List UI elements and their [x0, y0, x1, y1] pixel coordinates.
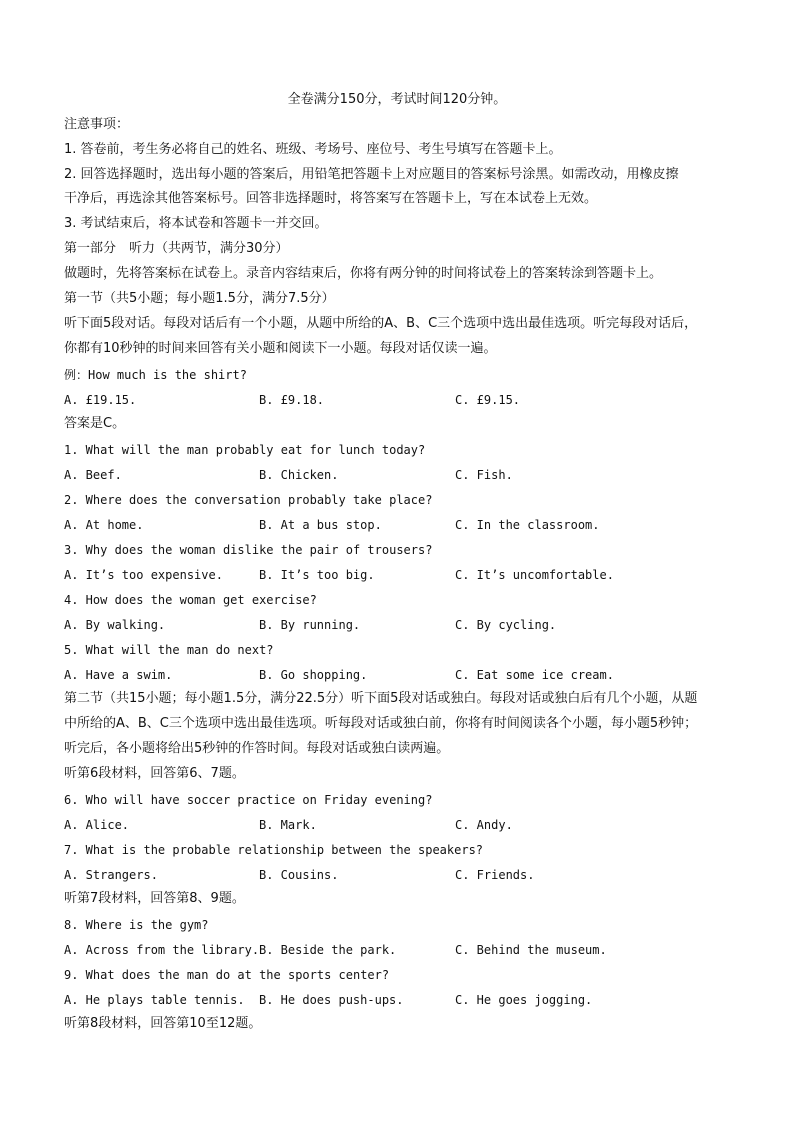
- option-c: C. Andy.: [455, 818, 513, 832]
- question-text: 2. Where does the conversation probably take place?: [64, 493, 433, 507]
- option-c: C. Behind the museum.: [455, 943, 607, 957]
- note-item: 干净后，再选涂其他答案标号。回答非选择题时，将答案写在答题卡上，写在本试卷上无效。: [64, 191, 598, 206]
- option-b: B. He does push-ups.: [259, 993, 404, 1007]
- example-question: 例：How much is the shirt?: [64, 368, 247, 382]
- option-a: A. By walking.: [64, 618, 166, 632]
- option-c: C. He goes jogging.: [455, 993, 593, 1007]
- note-item: 2. 回答选择题时，选出每小题的答案后，用铅笔把答题卡上对应题目的答案标号涂黑。如需改动，用橡皮擦: [64, 167, 679, 182]
- part1-title: 第一部分 听力（共两节，满分30分）: [64, 241, 289, 256]
- section2-instruction: 第二节（共15小题；每小题1.5分，满分22.5分）听下面5段对话或独白。每段对话或独白后有几个小题，从题: [64, 691, 698, 706]
- option-b: B. Chicken.: [259, 468, 339, 482]
- option-b: B. Beside the park.: [259, 943, 397, 957]
- note-item: 3. 考试结束后，将本试卷和答题卡一并交回。: [64, 216, 328, 231]
- question-text: 1. What will the man probably eat for lunch today?: [64, 443, 426, 457]
- option-a: A. At home.: [64, 518, 144, 532]
- question-text: 4. How does the woman get exercise?: [64, 593, 317, 607]
- material-heading: 听第8段材料，回答第10至12题。: [64, 1016, 262, 1031]
- example-answer: 答案是C。: [64, 416, 126, 431]
- question-text: 9. What does the man do at the sports center?: [64, 968, 390, 982]
- option-c: C. By cycling.: [455, 618, 557, 632]
- question-text: 6. Who will have soccer practice on Friday evening?: [64, 793, 433, 807]
- section1-instruction: 你都有10秒钟的时间来回答有关小题和阅读下一小题。每段对话仅读一遍。: [64, 341, 497, 356]
- option-c: C. £9.15.: [455, 393, 521, 407]
- exam-header: 全卷满分150分，考试时间120分钟。: [287, 92, 507, 107]
- option-b: B. Go shopping.: [259, 668, 368, 682]
- material-heading: 听第6段材料，回答第6、7题。: [64, 766, 245, 781]
- section1-instruction: 听下面5段对话。每段对话后有一个小题，从题中所给的A、B、C三个选项中选出最佳选项。听完每段对话后，: [64, 316, 698, 331]
- question-text: 3. Why does the woman dislike the pair of trousers?: [64, 543, 433, 557]
- section2-instruction: 中所给的A、B、C三个选项中选出最佳选项。听每段对话或独白前，你将有时间阅读各个小题，每小题5秒钟；: [64, 716, 698, 731]
- option-b: B. It’s too big.: [259, 568, 375, 582]
- option-a: A. Across from the library.: [64, 943, 260, 957]
- option-c: C. Eat some ice cream.: [455, 668, 614, 682]
- note-item: 1. 答卷前，考生务必将自己的姓名、班级、考场号、座位号、考生号填写在答题卡上。: [64, 142, 562, 157]
- question-text: 8. Where is the gym?: [64, 918, 209, 932]
- option-a: A. Strangers.: [64, 868, 158, 882]
- option-a: A. Have a swim.: [64, 668, 173, 682]
- option-c: C. Friends.: [455, 868, 535, 882]
- option-b: B. Mark.: [259, 818, 317, 832]
- section1-title: 第一节（共5小题；每小题1.5分，满分7.5分）: [64, 291, 335, 306]
- option-c: C. Fish.: [455, 468, 513, 482]
- option-a: A. He plays table tennis.: [64, 993, 245, 1007]
- option-a: A. Alice.: [64, 818, 130, 832]
- option-b: B. Cousins.: [259, 868, 339, 882]
- option-b: B. At a bus stop.: [259, 518, 382, 532]
- section2-instruction: 听完后，各小题将给出5秒钟的作答时间。每段对话或独白读两遍。: [64, 741, 450, 756]
- option-a: A. It’s too expensive.: [64, 568, 223, 582]
- option-c: C. It’s uncomfortable.: [455, 568, 614, 582]
- option-a: A. £19.15.: [64, 393, 137, 407]
- option-a: A. Beef.: [64, 468, 122, 482]
- option-c: C. In the classroom.: [455, 518, 600, 532]
- material-heading: 听第7段材料，回答第8、9题。: [64, 891, 245, 906]
- question-text: 5. What will the man do next?: [64, 643, 274, 657]
- notes-title: 注意事项：: [64, 117, 130, 132]
- option-b: B. By running.: [259, 618, 361, 632]
- option-b: B. £9.18.: [259, 393, 325, 407]
- part1-instruction: 做题时，先将答案标在试卷上。录音内容结束后，你将有两分钟的时间将试卷上的答案转涂到答题卡上。: [64, 266, 663, 281]
- question-text: 7. What is the probable relationship between the speakers?: [64, 843, 484, 857]
